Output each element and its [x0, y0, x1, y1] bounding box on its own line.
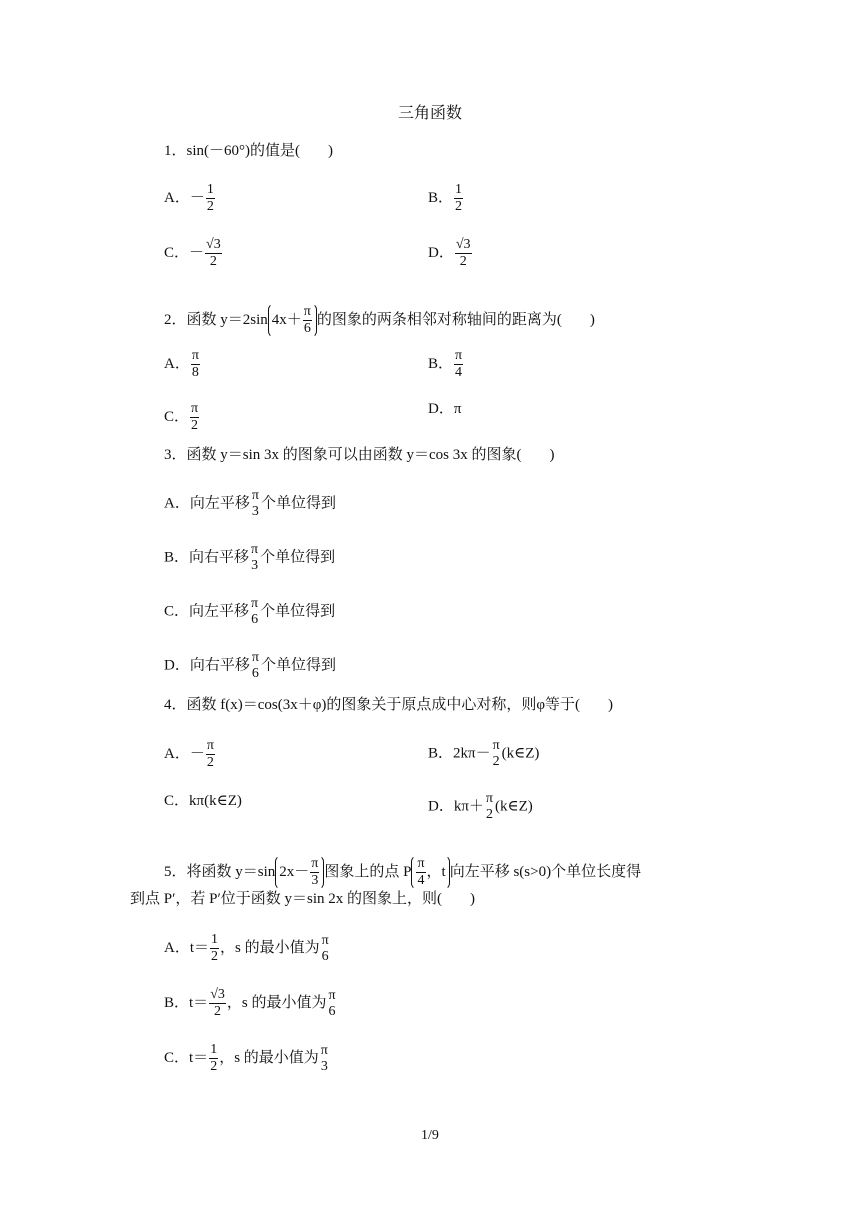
q1-option-d: D． $\frac{√3}{2}$	[428, 237, 471, 269]
q2-option-d: D．π	[428, 401, 462, 417]
q1-option-c: C．－ $\frac{√3}{2}$	[164, 237, 221, 269]
q1-option-a: A．－ $\frac{1}{2}$	[164, 182, 214, 214]
question-1-stem: 1．sin(－60°)的值是( )	[164, 143, 333, 159]
q2-option-a: A． $\frac{\pi}{8}$	[164, 348, 199, 380]
q5-option-b: B．t＝ $\frac{√3}{2}$ ，s 的最小值为 π 6	[164, 987, 336, 1019]
question-5-stem: 5．将函数 y＝sin 2x－ $\frac{\pi}{3}$ 图象上的点 P $\frac{\pi}{4}$ ，t 向左平移 s(s>0)个单位长度得	[164, 856, 642, 888]
q3-option-b: B．向右平移 π 3 个单位得到	[164, 542, 336, 573]
q1-option-b: B． $\frac{1}{2}$	[428, 182, 463, 214]
q5-point-coords: $\frac{\pi}{4}$ ，t	[411, 855, 449, 890]
q5-paren-expr: 2x－ $\frac{\pi}{3}$	[275, 855, 324, 890]
q2-paren-expr: 4x＋ $\frac{\pi}{6}$	[268, 303, 317, 338]
q3-option-d: D．向右平移 π 6 个单位得到	[164, 650, 336, 681]
q5-option-c: C．t＝ $\frac{1}{2}$ ，s 的最小值为 π 3	[164, 1042, 328, 1074]
question-4-stem: 4．函数 f(x)＝cos(3x＋φ)的图象关于原点成中心对称，则φ等于( )	[164, 697, 614, 713]
q3-option-c: C．向左平移 π 6 个单位得到	[164, 596, 336, 627]
q4-option-a: A．－ $\frac{\pi}{2}$	[164, 738, 214, 770]
page-title: 三角函数	[397, 105, 462, 122]
q2-option-b: B． $\frac{\pi}{4}$	[428, 348, 463, 380]
q4-option-c: C．kπ(k∈Z)	[164, 793, 242, 809]
question-5-stem-line2: 到点 P′，若 P′位于函数 y＝sin 2x 的图象上，则( )	[130, 891, 475, 907]
q5-option-a: A．t＝ $\frac{1}{2}$ ，s 的最小值为 π 6	[164, 932, 329, 964]
q4-option-b: B．2kπ－ π 2 (k∈Z)	[428, 738, 540, 769]
question-2-stem: 2．函数 y＝2sin 4x＋ $\frac{\pi}{6}$ 的图象的两条相邻对称轴间的距离为( )	[164, 304, 595, 336]
q3-option-a: A．向左平移 π 3 个单位得到	[164, 488, 336, 519]
q4-option-d: D．kπ＋ π 2 (k∈Z)	[428, 791, 533, 822]
q2-option-c: C． $\frac{\pi}{2}$	[164, 401, 199, 433]
page-number: 1/9	[421, 1128, 439, 1143]
question-3-stem: 3．函数 y＝sin 3x 的图象可以由函数 y＝cos 3x 的图象( )	[164, 447, 555, 463]
